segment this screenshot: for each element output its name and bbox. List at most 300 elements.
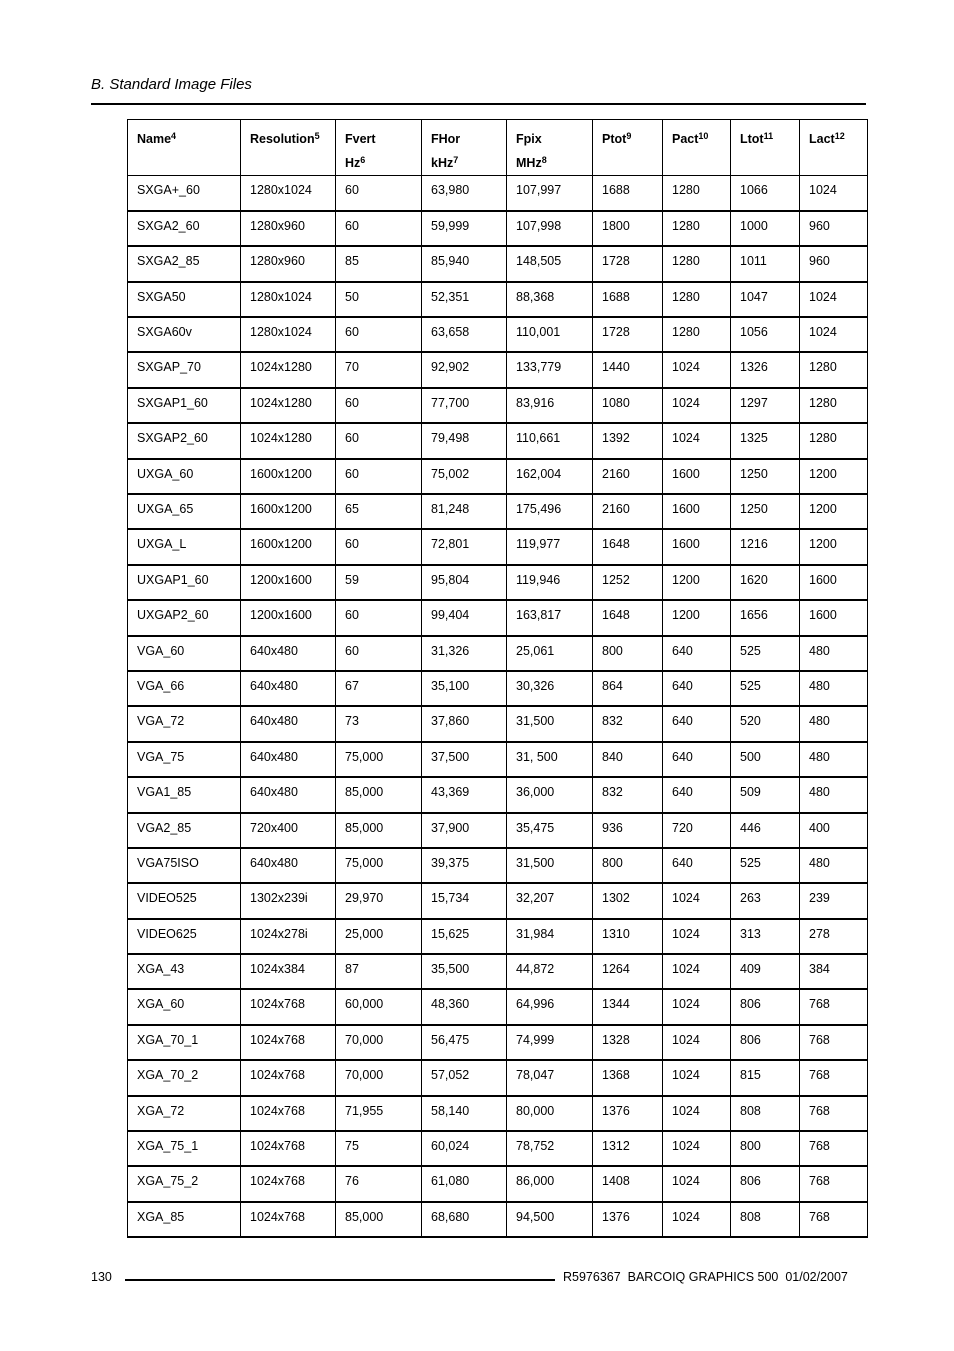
table-cell: 32,207 (507, 883, 593, 918)
table-cell: 1024 (800, 282, 868, 317)
table-cell: 480 (800, 706, 868, 741)
table-cell: 768 (800, 1096, 868, 1131)
table-cell: 68,680 (422, 1202, 507, 1237)
table-cell: 806 (731, 1025, 800, 1060)
table-cell: 1024 (663, 919, 731, 954)
table-cell: 1080 (593, 388, 663, 423)
table-cell: SXGAP1_60 (128, 388, 241, 423)
table-cell: 1250 (731, 494, 800, 529)
table-cell: 1024x768 (241, 1060, 336, 1095)
column-header (507, 120, 593, 176)
table-cell: 92,902 (422, 352, 507, 387)
table-cell: VGA2_85 (128, 813, 241, 848)
table-cell: 1392 (593, 423, 663, 458)
table-cell: 1280 (663, 317, 731, 352)
table-row (128, 848, 868, 883)
table-cell: 75,000 (336, 742, 422, 777)
table-row (128, 1166, 868, 1201)
table-cell: 1600x1200 (241, 529, 336, 564)
table-cell: 1302 (593, 883, 663, 918)
table-cell: 119,977 (507, 529, 593, 564)
table-cell: VGA_60 (128, 636, 241, 671)
column-header-label: Fpix (516, 132, 542, 146)
table-cell: 1000 (731, 211, 800, 246)
table-cell: 768 (800, 1202, 868, 1237)
table-cell: VGA75ISO (128, 848, 241, 883)
table-row (128, 636, 868, 671)
table-cell: 1024x768 (241, 1202, 336, 1237)
table-cell: 1024x1280 (241, 388, 336, 423)
table-cell: 1200 (663, 565, 731, 600)
table-cell: 1376 (593, 1096, 663, 1131)
table-cell: 1688 (593, 176, 663, 211)
table-cell: 384 (800, 954, 868, 989)
table-cell: 1302x239i (241, 883, 336, 918)
table-row (128, 989, 868, 1024)
table-cell: 175,496 (507, 494, 593, 529)
table-cell: 85,000 (336, 1202, 422, 1237)
table-cell: 71,955 (336, 1096, 422, 1131)
table-cell: 1800 (593, 211, 663, 246)
table-cell: 15,625 (422, 919, 507, 954)
table-cell: 480 (800, 636, 868, 671)
table-cell: 640 (663, 777, 731, 812)
footnote-marker: 7 (453, 155, 459, 165)
column-header-label: Lact (809, 132, 835, 146)
table-cell: 85,000 (336, 777, 422, 812)
footer-rule (125, 1279, 555, 1281)
table-cell: 35,475 (507, 813, 593, 848)
table-cell: 60 (336, 317, 422, 352)
column-header (593, 120, 663, 176)
table-cell: 1600 (800, 565, 868, 600)
table-cell: 800 (731, 1131, 800, 1166)
table-cell: 75,000 (336, 848, 422, 883)
table-cell: 278 (800, 919, 868, 954)
table-cell: 64,996 (507, 989, 593, 1024)
table-cell: 1056 (731, 317, 800, 352)
table-cell: 39,375 (422, 848, 507, 883)
table-cell: 1344 (593, 989, 663, 1024)
table-row (128, 388, 868, 423)
table-cell: 640x480 (241, 671, 336, 706)
table-cell: 1024 (663, 1131, 731, 1166)
table-cell: 500 (731, 742, 800, 777)
table-cell: 60 (336, 529, 422, 564)
table-cell: 525 (731, 636, 800, 671)
table-cell: 806 (731, 989, 800, 1024)
table-cell: 640 (663, 671, 731, 706)
table-row (128, 1025, 868, 1060)
table-row (128, 565, 868, 600)
table-cell: 99,404 (422, 600, 507, 635)
footnote-marker: 8 (541, 155, 547, 165)
table-row (128, 423, 868, 458)
table-cell: 1200 (663, 600, 731, 635)
column-header (336, 120, 422, 176)
footer-doc-info: R5976367 BARCOIQ GRAPHICS 500 01/02/2007 (563, 1270, 848, 1284)
table-cell: 1310 (593, 919, 663, 954)
table-cell: 1024 (663, 883, 731, 918)
table-cell: 1600x1200 (241, 494, 336, 529)
table-cell: 720 (663, 813, 731, 848)
table-cell: 1024 (800, 176, 868, 211)
column-header-label: Ltot (740, 132, 764, 146)
table-cell: XGA_75_1 (128, 1131, 241, 1166)
table-cell: 1024x768 (241, 1096, 336, 1131)
table-cell: 1024 (663, 1025, 731, 1060)
table-cell: 61,080 (422, 1166, 507, 1201)
table-cell: 94,500 (507, 1202, 593, 1237)
table-cell: 70,000 (336, 1060, 422, 1095)
table-cell: 1656 (731, 600, 800, 635)
table-cell: 85,940 (422, 246, 507, 281)
table-cell: 88,368 (507, 282, 593, 317)
column-header-label: Resolution (250, 132, 315, 146)
table-cell: 480 (800, 671, 868, 706)
table-cell: 1620 (731, 565, 800, 600)
footnote-marker: 9 (626, 131, 632, 141)
table-cell: 25,000 (336, 919, 422, 954)
table-cell: 63,658 (422, 317, 507, 352)
table-cell: 70,000 (336, 1025, 422, 1060)
table-cell: 640 (663, 742, 731, 777)
table-cell: 1047 (731, 282, 800, 317)
table-cell: XGA_43 (128, 954, 241, 989)
table-cell: 1252 (593, 565, 663, 600)
table-cell: 1024x768 (241, 1025, 336, 1060)
column-header-label: Ptot (602, 132, 627, 146)
table-cell: 1024 (663, 423, 731, 458)
table-cell: 60 (336, 211, 422, 246)
footnote-marker: 6 (360, 155, 366, 165)
table-cell: 1688 (593, 282, 663, 317)
table-row (128, 176, 868, 211)
column-header-label: Fvert (345, 132, 376, 146)
table-cell: 1648 (593, 529, 663, 564)
table-cell: 800 (593, 636, 663, 671)
table-cell: 1200 (800, 459, 868, 494)
column-header (663, 120, 731, 176)
footnote-marker: 4 (171, 131, 177, 141)
table-cell: 119,946 (507, 565, 593, 600)
table-row (128, 494, 868, 529)
table-cell: 1024 (663, 1060, 731, 1095)
table-cell: 640 (663, 706, 731, 741)
table-row (128, 352, 868, 387)
table-cell: 1280x1024 (241, 282, 336, 317)
table-cell: 640 (663, 636, 731, 671)
table-row (128, 211, 868, 246)
table-cell: 1024 (663, 989, 731, 1024)
table-cell: 509 (731, 777, 800, 812)
column-header (241, 120, 336, 176)
table-cell: 30,326 (507, 671, 593, 706)
table-cell: 1011 (731, 246, 800, 281)
table-cell: 1280 (800, 352, 868, 387)
table-cell: XGA_60 (128, 989, 241, 1024)
table-cell: 640 (663, 848, 731, 883)
table-cell: SXGA2_85 (128, 246, 241, 281)
table-cell: 409 (731, 954, 800, 989)
column-header-unit: Hz (345, 156, 361, 170)
table-cell: 35,100 (422, 671, 507, 706)
table-cell: 60 (336, 600, 422, 635)
table-cell: 60 (336, 459, 422, 494)
table-cell: 768 (800, 1025, 868, 1060)
table-cell: 768 (800, 1166, 868, 1201)
table-cell: 1024x384 (241, 954, 336, 989)
table-cell: 37,860 (422, 706, 507, 741)
table-cell: VGA1_85 (128, 777, 241, 812)
table-cell: 1600 (800, 600, 868, 635)
table-cell: VGA_72 (128, 706, 241, 741)
table-cell: 1066 (731, 176, 800, 211)
table-cell: VGA_66 (128, 671, 241, 706)
table-cell: 1024x768 (241, 1131, 336, 1166)
table-cell: 60 (336, 388, 422, 423)
table-cell: 2160 (593, 494, 663, 529)
table-cell: VGA_75 (128, 742, 241, 777)
table-cell: SXGA2_60 (128, 211, 241, 246)
column-header-label: Pact (672, 132, 699, 146)
table-cell: SXGAP2_60 (128, 423, 241, 458)
table-cell: 640x480 (241, 777, 336, 812)
table-cell: 1280 (663, 246, 731, 281)
table-cell: 1024 (663, 1096, 731, 1131)
table-cell: SXGA50 (128, 282, 241, 317)
table-cell: 60,000 (336, 989, 422, 1024)
table-cell: 1280x960 (241, 211, 336, 246)
table-cell: 110,001 (507, 317, 593, 352)
table-cell: XGA_70_1 (128, 1025, 241, 1060)
table-cell: UXGAP1_60 (128, 565, 241, 600)
table-cell: 31, 500 (507, 742, 593, 777)
table-cell: 80,000 (507, 1096, 593, 1131)
table-cell: XGA_70_2 (128, 1060, 241, 1095)
table-cell: 78,047 (507, 1060, 593, 1095)
table-cell: 1024 (663, 1166, 731, 1201)
table-cell: 37,500 (422, 742, 507, 777)
table-cell: SXGAP_70 (128, 352, 241, 387)
table-cell: VIDEO625 (128, 919, 241, 954)
table-cell: 1250 (731, 459, 800, 494)
table-cell: 1326 (731, 352, 800, 387)
page-number: 130 (91, 1270, 112, 1284)
table-cell: 1376 (593, 1202, 663, 1237)
table-cell: 640x480 (241, 742, 336, 777)
table-cell: 1280 (663, 176, 731, 211)
table-cell: 133,779 (507, 352, 593, 387)
footnote-marker: 12 (834, 131, 845, 141)
table-cell: 480 (800, 742, 868, 777)
table-cell: 95,804 (422, 565, 507, 600)
table-cell: 1600 (663, 494, 731, 529)
table-cell: 1280 (663, 211, 731, 246)
table-row (128, 742, 868, 777)
table-cell: 60 (336, 423, 422, 458)
table-cell: 31,500 (507, 848, 593, 883)
table-cell: 31,984 (507, 919, 593, 954)
table-cell: 1280 (800, 423, 868, 458)
table-cell: 59 (336, 565, 422, 600)
table-cell: SXGA+_60 (128, 176, 241, 211)
table-cell: 1200 (800, 494, 868, 529)
table-cell: XGA_75_2 (128, 1166, 241, 1201)
table-cell: 1280x960 (241, 246, 336, 281)
header-rule (91, 103, 866, 105)
table-header (128, 120, 868, 176)
table-cell: 1280x1024 (241, 317, 336, 352)
table-cell: 37,900 (422, 813, 507, 848)
table-cell: 50 (336, 282, 422, 317)
table-cell: 31,500 (507, 706, 593, 741)
table-cell: 808 (731, 1202, 800, 1237)
table-cell: 148,505 (507, 246, 593, 281)
table-cell: 1024x1280 (241, 423, 336, 458)
table-cell: 1024x768 (241, 989, 336, 1024)
table-cell: 43,369 (422, 777, 507, 812)
table-cell: 48,360 (422, 989, 507, 1024)
table-cell: 74,999 (507, 1025, 593, 1060)
table-cell: VIDEO525 (128, 883, 241, 918)
table-cell: 1264 (593, 954, 663, 989)
table-row (128, 883, 868, 918)
table-row (128, 954, 868, 989)
table-cell: 768 (800, 989, 868, 1024)
table-cell: 86,000 (507, 1166, 593, 1201)
table-cell: 59,999 (422, 211, 507, 246)
table-cell: 960 (800, 211, 868, 246)
table-row (128, 1096, 868, 1131)
table-cell: 840 (593, 742, 663, 777)
footnote-marker: 5 (314, 131, 320, 141)
table-cell: 78,752 (507, 1131, 593, 1166)
table-cell: UXGA_60 (128, 459, 241, 494)
table-cell: 1600x1200 (241, 459, 336, 494)
table-cell: 107,997 (507, 176, 593, 211)
table-cell: 936 (593, 813, 663, 848)
table-cell: 163,817 (507, 600, 593, 635)
table-cell: 1200 (800, 529, 868, 564)
table-row (128, 706, 868, 741)
table-cell: 1024 (663, 352, 731, 387)
table-cell: 1325 (731, 423, 800, 458)
table-cell: 480 (800, 848, 868, 883)
table-row (128, 777, 868, 812)
table-row (128, 246, 868, 281)
table-cell: 75 (336, 1131, 422, 1166)
table-cell: 77,700 (422, 388, 507, 423)
column-header-label: Name (137, 132, 172, 146)
table-cell: 44,872 (507, 954, 593, 989)
table-cell: 52,351 (422, 282, 507, 317)
table-header-row (128, 120, 868, 176)
table-cell: 446 (731, 813, 800, 848)
table-row (128, 282, 868, 317)
table-cell: 58,140 (422, 1096, 507, 1131)
table-cell: 832 (593, 777, 663, 812)
table-cell: 1600 (663, 459, 731, 494)
table-cell: 864 (593, 671, 663, 706)
table-cell: 239 (800, 883, 868, 918)
table-cell: 2160 (593, 459, 663, 494)
table-cell: 56,475 (422, 1025, 507, 1060)
table-cell: SXGA60v (128, 317, 241, 352)
table-cell: 110,661 (507, 423, 593, 458)
table-cell: 1024x1280 (241, 352, 336, 387)
table-cell: 29,970 (336, 883, 422, 918)
table-cell: 63,980 (422, 176, 507, 211)
table-body (128, 176, 868, 1238)
table-cell: 75,002 (422, 459, 507, 494)
table-cell: 520 (731, 706, 800, 741)
table-cell: 806 (731, 1166, 800, 1201)
table-cell: 400 (800, 813, 868, 848)
table-cell: 107,998 (507, 211, 593, 246)
table-cell: 85,000 (336, 813, 422, 848)
table-row (128, 813, 868, 848)
table-row (128, 1131, 868, 1166)
image-files-table (127, 119, 868, 1238)
table-cell: 1280x1024 (241, 176, 336, 211)
table-cell: 1280 (663, 282, 731, 317)
table-cell: 808 (731, 1096, 800, 1131)
table-cell: 67 (336, 671, 422, 706)
table-cell: 79,498 (422, 423, 507, 458)
column-header (731, 120, 800, 176)
column-header-unit: kHz (431, 156, 454, 170)
table-cell: XGA_85 (128, 1202, 241, 1237)
footnote-marker: 10 (698, 131, 709, 141)
table-cell: 640x480 (241, 706, 336, 741)
table-cell: 1200x1600 (241, 565, 336, 600)
table-cell: 263 (731, 883, 800, 918)
footnote-marker: 11 (763, 131, 774, 141)
table-cell: 815 (731, 1060, 800, 1095)
table-cell: 1600 (663, 529, 731, 564)
table-cell: 1312 (593, 1131, 663, 1166)
table-cell: 313 (731, 919, 800, 954)
table-cell: XGA_72 (128, 1096, 241, 1131)
table-cell: 1728 (593, 246, 663, 281)
table-cell: 960 (800, 246, 868, 281)
table-cell: 35,500 (422, 954, 507, 989)
table-cell: 15,734 (422, 883, 507, 918)
table-cell: 70 (336, 352, 422, 387)
table-cell: UXGAP2_60 (128, 600, 241, 635)
table-row (128, 1060, 868, 1095)
table-cell: 1024 (663, 1202, 731, 1237)
table-cell: 1440 (593, 352, 663, 387)
column-header (128, 120, 241, 176)
table-cell: 768 (800, 1060, 868, 1095)
table-cell: 1200x1600 (241, 600, 336, 635)
table-cell: 1297 (731, 388, 800, 423)
table-cell: 162,004 (507, 459, 593, 494)
table-cell: 1280 (800, 388, 868, 423)
table-cell: 72,801 (422, 529, 507, 564)
table-cell: 1024 (800, 317, 868, 352)
table-cell: 73 (336, 706, 422, 741)
table-cell: 525 (731, 671, 800, 706)
table-cell: 1024x768 (241, 1166, 336, 1201)
table-cell: 640x480 (241, 636, 336, 671)
table-cell: 65 (336, 494, 422, 529)
table-cell: UXGA_L (128, 529, 241, 564)
table-cell: 36,000 (507, 777, 593, 812)
table-cell: 87 (336, 954, 422, 989)
